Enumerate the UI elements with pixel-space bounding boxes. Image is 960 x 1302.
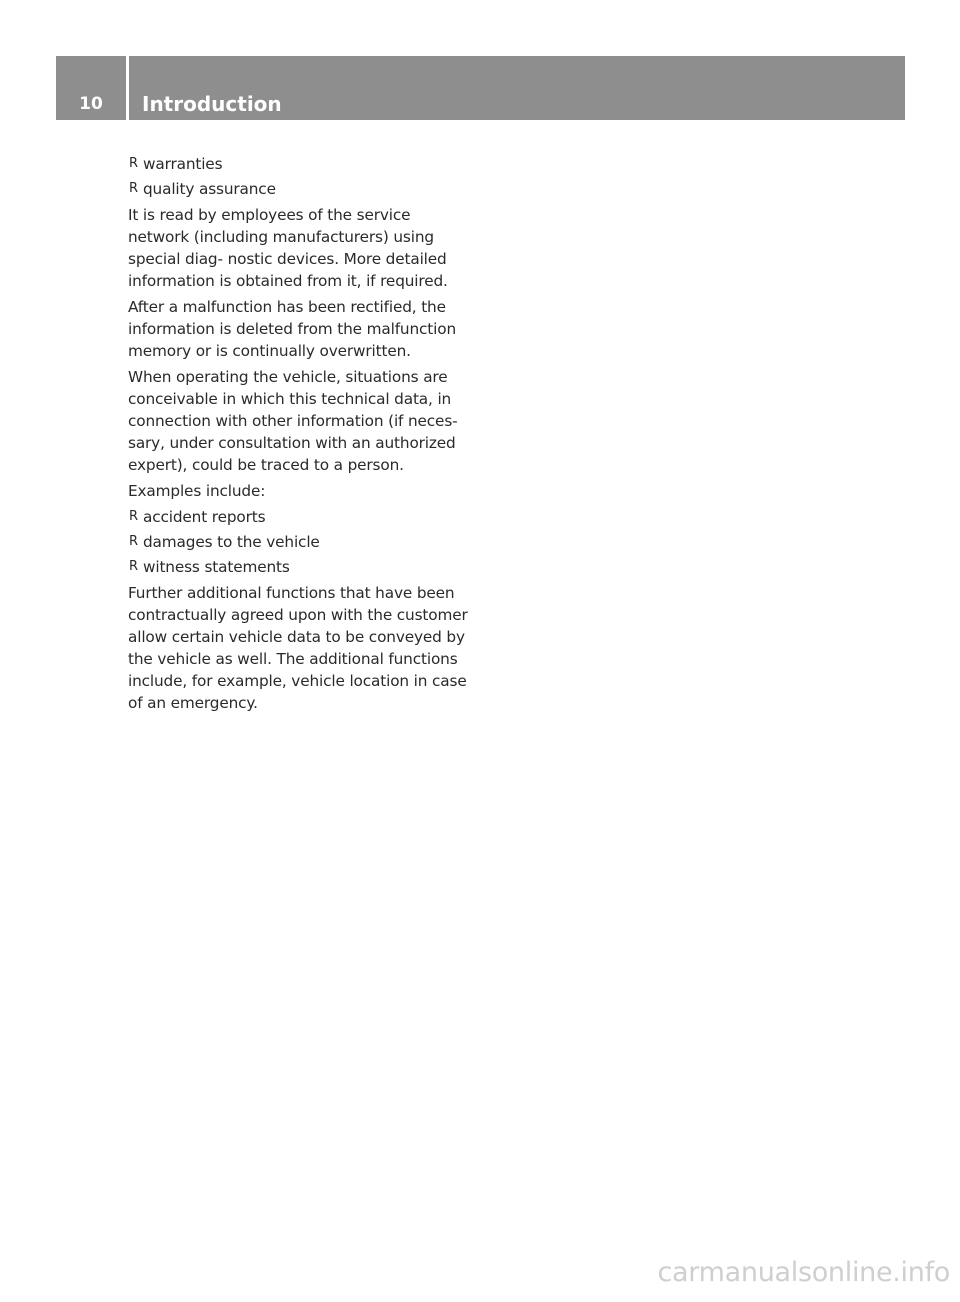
- bullet-list-1: [128, 153, 468, 200]
- page-number: 10: [79, 94, 103, 114]
- list-item-text: quality assurance: [143, 180, 276, 198]
- list-item: [128, 531, 468, 553]
- list-item-text: witness statements: [143, 558, 290, 576]
- section-title: Introduction: [142, 92, 282, 116]
- bullet-icon: R: [129, 181, 138, 196]
- list-item-text: warranties: [143, 155, 223, 173]
- list-item-text: damages to the vehicle: [143, 533, 320, 551]
- body-text: [128, 153, 468, 718]
- list-item: [128, 506, 468, 528]
- bullet-icon: R: [129, 559, 138, 574]
- list-item: [128, 153, 468, 175]
- paragraph: When operating the vehicle, situations are conceivable in which this technical data, in connection with other information (if neces- sary, under consultation with an authorized expert), could be traced to a person.: [128, 368, 458, 474]
- list-item-text: accident reports: [143, 508, 266, 526]
- header-divider: [126, 56, 129, 120]
- paragraph: Examples include:: [128, 482, 266, 500]
- bullet-icon: R: [129, 509, 138, 524]
- paragraph: Further additional functions that have been contractually agreed upon with the customer allow certain vehicle data to be conveyed by the vehicle as well. The additional functions include, for example, vehicle location in case of an emergency.: [128, 584, 468, 712]
- paragraph: After a malfunction has been rectified, the information is deleted from the malfunction memory or is continually overwritten.: [128, 298, 456, 360]
- page-header: [56, 56, 905, 120]
- list-item: [128, 556, 468, 578]
- bullet-icon: R: [129, 534, 138, 549]
- watermark: carmanualsonline.info: [657, 1257, 950, 1288]
- bullet-list-2: [128, 506, 468, 578]
- bullet-icon: R: [129, 156, 138, 171]
- list-item: [128, 178, 468, 200]
- paragraph: It is read by employees of the service network (including manufacturers) using special diag- nostic devices. More detailed information is obtained from it, if required.: [128, 206, 448, 290]
